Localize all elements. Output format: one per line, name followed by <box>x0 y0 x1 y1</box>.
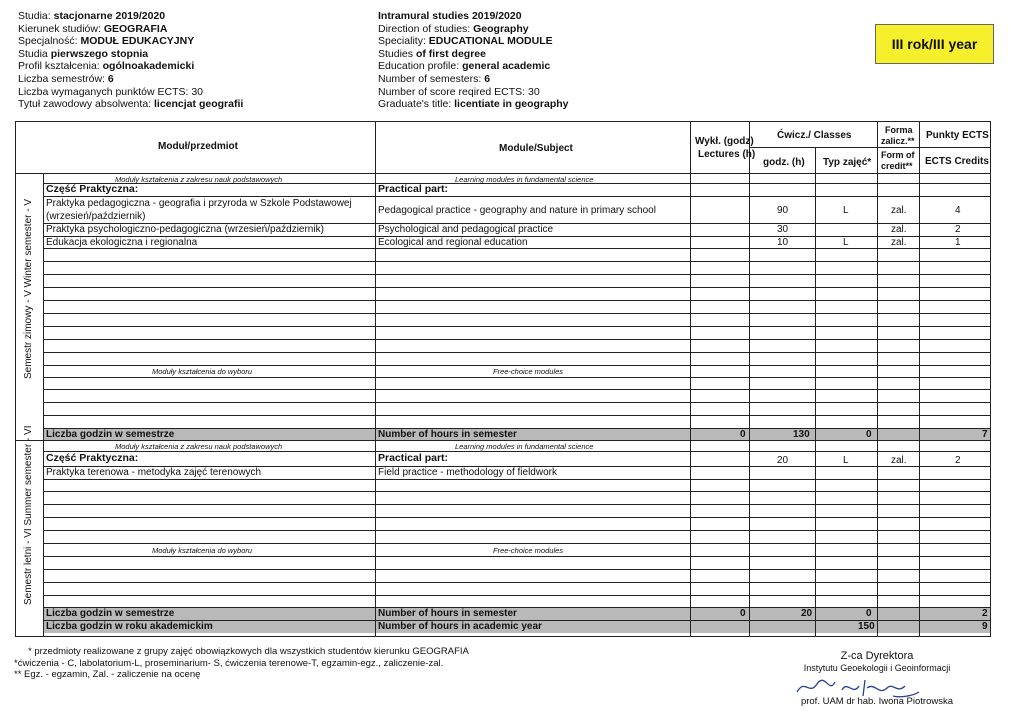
winter-sum-ects: 7 <box>982 429 988 440</box>
label: Studies <box>378 47 414 60</box>
value: general academic <box>462 60 551 73</box>
summer-free-pl: Moduły kształcenia do wyboru <box>152 546 253 555</box>
col-forma-header: Forma <box>885 125 913 135</box>
label: Specjalność: <box>18 35 78 48</box>
winter-free-en: Free-choice modules <box>493 367 564 376</box>
value: GEOGRAFIA <box>103 22 168 35</box>
winter-sum-band <box>43 428 991 440</box>
label: Studia: <box>18 10 51 22</box>
value: MODUŁ EDUKACYJNY <box>80 35 195 48</box>
value: pierwszego stopnia <box>50 47 149 60</box>
summer-part-typ: L <box>843 455 849 466</box>
winter-semester-label: Semestr zimowy - V Winter semester - V <box>23 198 34 379</box>
summer-part-pl: Część Praktyczna: <box>46 452 139 464</box>
year-sum-en: Number of hours in academic year <box>378 621 542 632</box>
value: Geography <box>473 22 529 35</box>
label: Speciality: <box>378 35 426 48</box>
value: 6 <box>107 72 114 85</box>
value: licentiate in geography <box>454 98 569 111</box>
curriculum-table <box>15 121 991 637</box>
year-badge: III rok/III year <box>875 24 994 64</box>
winter-row2-en: Psychological and pedagogical practice <box>378 224 554 235</box>
year-ects: 9 <box>982 621 988 632</box>
winter-row1-en: Pedagogical practice - geography and nature in primary school <box>378 205 656 216</box>
winter-row1-forma: zal. <box>891 205 907 216</box>
label: Liczba semestrów: <box>18 72 105 85</box>
col-formof-header: Form of <box>881 150 915 160</box>
winter-sum-wykl: 0 <box>740 429 746 440</box>
summer-part-forma: zal. <box>891 455 907 466</box>
label: Number of semesters: <box>378 72 482 85</box>
label: Kierunek studiów: <box>18 22 101 35</box>
summer-row1-en: Field practice - methodology of fieldwork <box>378 467 557 478</box>
winter-row3-forma: zal. <box>891 237 907 248</box>
footnote-3: ** Egz. - egzamin, Zal. - zaliczenie na ocenę <box>14 669 201 680</box>
year-total: 150 <box>858 621 875 632</box>
signature-institute: Instytutu Geoekologii i Geoinformacji <box>803 663 951 673</box>
summer-row1-pl: Praktyka terenowa - metodyka zajęć terenowych <box>46 467 262 478</box>
label: Direction of studies: <box>378 22 471 35</box>
value: Intramural studies 2019/2020 <box>378 10 522 22</box>
winter-row1-pl2: (wrzesień/październik) <box>46 211 146 222</box>
winter-row2-godz: 30 <box>777 224 789 235</box>
summer-sum-ects: 2 <box>982 608 988 619</box>
label: Number of score reqired ECTS: <box>378 85 526 98</box>
winter-free-pl: Moduły kształcenia do wyboru <box>152 367 253 376</box>
footnote-2: *ćwiczenia - C, labolatorium-L, proseminarium- S, ćwiczenia terenowe-T, egzamin-egz., zaliczenie-zal. <box>14 657 444 669</box>
winter-sum-godz: 130 <box>793 429 810 440</box>
summer-sum-typ: 0 <box>866 608 872 619</box>
value: ogólnoakademicki <box>102 60 195 73</box>
summer-module-en: Learning modules in fundamental science <box>455 442 594 451</box>
year-sum-pl: Liczba godzin w roku akademickim <box>46 621 213 632</box>
summer-free-en: Free-choice modules <box>493 546 564 555</box>
label: Profil kształcenia: <box>18 60 100 73</box>
value: licencjat geografii <box>154 98 244 111</box>
summer-sum-pl: Liczba godzin w semestrze <box>46 608 175 619</box>
header-english <box>378 10 569 111</box>
winter-row1-typ: L <box>843 205 849 216</box>
winter-part-en: Practical part: <box>378 183 449 195</box>
value: 6 <box>484 72 491 85</box>
value: 30 <box>191 85 204 98</box>
signature-title: Z-ca Dyrektora <box>840 650 914 662</box>
label: Education profile: <box>378 60 460 73</box>
footnotes <box>14 646 469 681</box>
summer-sum-godz: 20 <box>801 608 813 619</box>
col-typ-header: Typ zajęć* <box>823 157 872 168</box>
winter-row2-pl: Praktyka psychologiczno-pedagogiczna (wrzesień/październik) <box>46 224 324 235</box>
winter-row3-typ: L <box>843 237 849 248</box>
winter-row1-ects: 4 <box>955 205 961 216</box>
col-credit-header: credit** <box>881 161 913 171</box>
label: Graduate's title: <box>378 98 452 111</box>
col-modul-header: Moduł/przedmiot <box>158 141 238 152</box>
winter-sum-en: Number of hours in semester <box>378 429 517 440</box>
winter-module-en: Learning modules in fundamental science <box>455 175 594 184</box>
col-classes-header: Ćwicz./ Classes <box>777 130 852 141</box>
label: Studia <box>18 47 48 60</box>
value: EDUCATIONAL MODULE <box>428 35 553 48</box>
label: Liczba wymaganych punktów ECTS: <box>18 85 189 98</box>
header-polish <box>18 10 243 111</box>
winter-row3-ects: 1 <box>955 237 961 248</box>
col-lectures-header: Lectures (h) <box>698 149 756 160</box>
summer-part-godz: 20 <box>777 455 789 466</box>
summer-part-en: Practical part: <box>378 452 449 464</box>
summer-part-ects: 2 <box>955 455 961 466</box>
summer-module-pl: Moduły kształcenia z zakresu nauk podstawowych <box>115 442 283 451</box>
winter-sum-pl: Liczba godzin w semestrze <box>46 429 175 440</box>
winter-sum-typ: 0 <box>866 429 872 440</box>
summer-sum-wykl: 0 <box>740 608 746 619</box>
col-module-header: Module/Subject <box>499 143 573 154</box>
value: stacjonarne 2019/2020 <box>53 10 166 22</box>
col-wykl-header: Wykł. (godz) <box>695 136 754 147</box>
winter-row2-forma: zal. <box>891 224 907 235</box>
winter-row1-pl: Praktyka pedagogiczna - geografia i przyroda w Szkole Podstawowej <box>46 198 352 209</box>
winter-row3-godz: 10 <box>777 237 789 248</box>
value: 30 <box>527 85 540 98</box>
winter-row3-en: Ecological and regional education <box>378 237 528 248</box>
summer-sum-en: Number of hours in semester <box>378 608 517 619</box>
winter-row3-pl: Edukacja ekologiczna i regionalna <box>46 237 198 248</box>
summer-semester-label: Semestr letni - VI Summer semester - VI <box>23 425 34 605</box>
col-godz-header: godz. (h) <box>763 157 805 168</box>
value: of first degree <box>415 47 486 60</box>
winter-module-pl: Moduły kształcenia z zakresu nauk podstawowych <box>115 175 283 184</box>
signature-block <box>787 650 967 708</box>
col-punkty-header: Punkty ECTS <box>926 130 989 141</box>
winter-row1-godz: 90 <box>777 205 789 216</box>
winter-part-pl: Część Praktyczna: <box>46 183 139 195</box>
signature-name: prof. UAM dr hab. Iwona Piotrowska <box>800 696 954 707</box>
winter-row2-ects: 2 <box>955 224 961 235</box>
col-ects-header: ECTS Credits <box>925 156 989 167</box>
label: Tytuł zawodowy absolwenta: <box>18 98 152 111</box>
col-zalicz-header: zalicz.** <box>881 136 915 146</box>
footnote-1: * przedmioty realizowane z grupy zajęć obowiązkowych dla wszystkich studentów kierunku GEOGRAFIA <box>28 646 469 657</box>
